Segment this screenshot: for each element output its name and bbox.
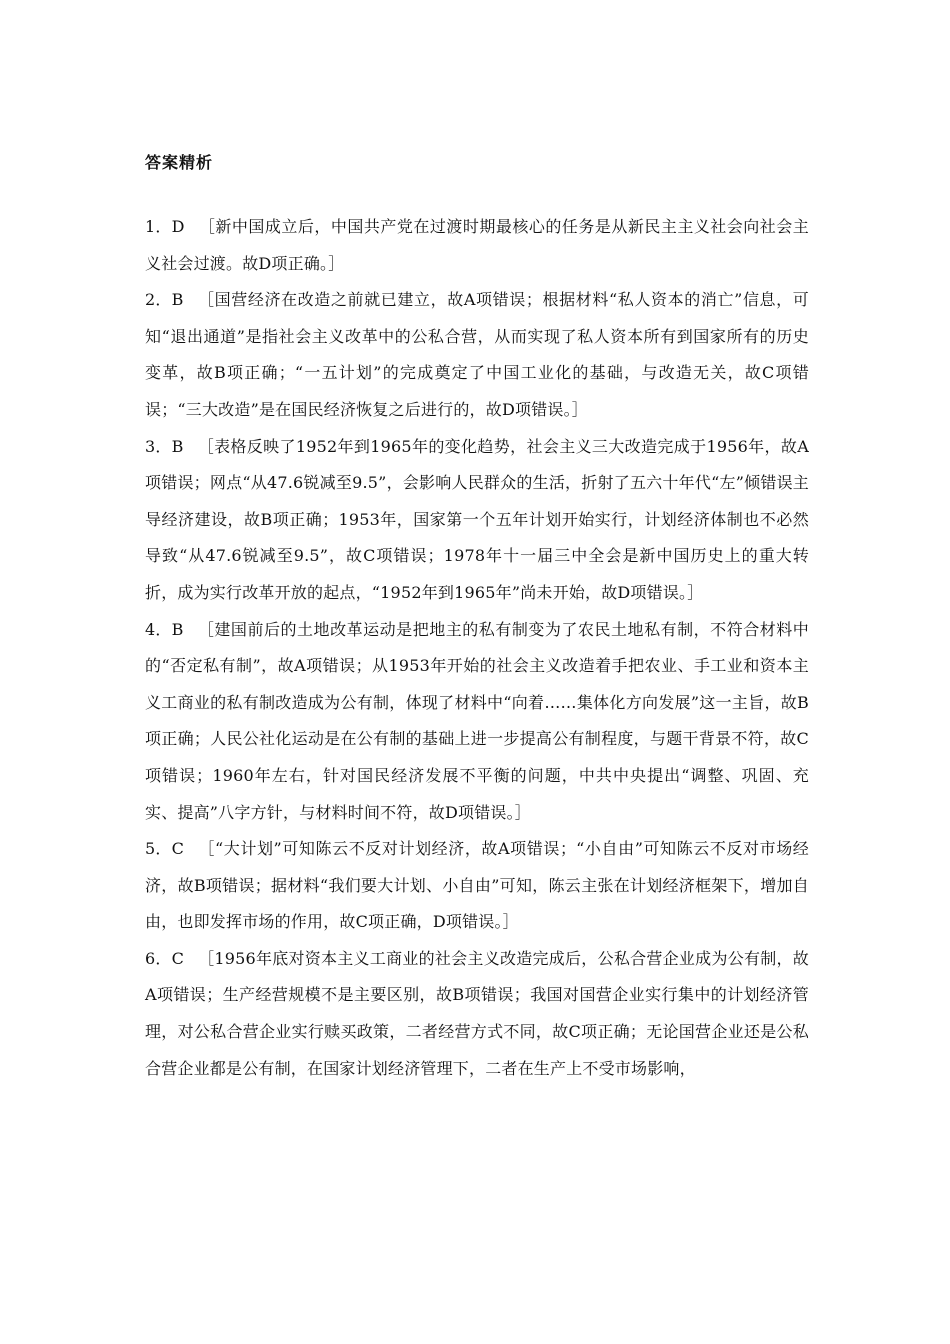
- answer-list: [145, 209, 809, 1087]
- answer-number: 6．C: [145, 948, 185, 968]
- answer-item-6: [145, 941, 809, 1087]
- answer-analysis-heading: 答案精析: [145, 153, 214, 172]
- answer-number: 3．B: [145, 436, 184, 456]
- answer-number: 2．B: [145, 290, 184, 310]
- answer-number: 5．C: [145, 839, 185, 859]
- answer-number: 4．B: [145, 619, 184, 639]
- answer-number: 1．D: [145, 217, 185, 236]
- answer-item-4: [145, 612, 809, 832]
- answer-item-2: [145, 282, 809, 428]
- answer-item-5: [145, 831, 809, 941]
- answer-explanation: ［建国前后的土地改革运动是把地主的私有制变为了农民土地私有制，不符合材料中的“否定私有制”，故A项错误；从1953年开始的社会主义改造着手把农业、手工业和资本主义工商业的私有制改造成为公有制，体现了材料中“向着……集体化方向发展”这一主旨，故B项正确；人民公社化运动是在公有制的基础上进一步提高公有制程度，与题干背景不符，故C项错误；1960年左右，针对国民经济发展不平衡的问题，中共中央提出“调整、巩固、充实、提高”八字方针，与材料时间不符，故D项错误。］: [145, 619, 809, 822]
- answer-explanation: ［1956年底对资本主义工商业的社会主义改造完成后，公私合营企业成为公有制，故A项错误；生产经营规模不是主要区别，故B项错误；我国对国营企业实行集中的计划经济管理，对公私合营企业实行赎买政策，二者经营方式不同，故C项正确；无论国营企业还是公私合营企业都是公有制，在国家计划经济管理下，二者在生产上不受市场影响，: [145, 948, 809, 1078]
- answer-explanation: ［“大计划”可知陈云不反对计划经济，故A项错误；“小自由”可知陈云不反对市场经济，故B项错误；据材料“我们要大计划、小自由”可知，陈云主张在计划经济框架下，增加自由，也即发挥市场的作用，故C项正确，D项错误。］: [145, 839, 809, 932]
- answer-item-1: [145, 209, 809, 282]
- answer-explanation: ［表格反映了1952年到1965年的变化趋势，社会主义三大改造完成于1956年，故A项错误；网点“从47.6锐减至9.5”，会影响人民群众的生活，折射了五六十年代“左”倾错误主导经济建设，故B项正确；1953年，国家第一个五年计划开始实行，计划经济体制也不必然导致“从47.6锐减至9.5”，故C项错误；1978年十一届三中全会是新中国历史上的重大转折，成为实行改革开放的起点，“1952年到1965年”尚未开始，故D项错误。］: [145, 436, 809, 602]
- answer-explanation: ［新中国成立后，中国共产党在过渡时期最核心的任务是从新民主主义社会向社会主义社会过渡。故D项正确。］: [145, 217, 809, 273]
- answer-explanation: ［国营经济在改造之前就已建立，故A项错误；根据材料“私人资本的消亡”信息，可知“退出通道”是指社会主义改革中的公私合营，从而实现了私人资本所有到国家所有的历史变革，故B项正确；“一五计划”的完成奠定了中国工业化的基础，与改造无关，故C项错误；“三大改造”是在国民经济恢复之后进行的，故D项错误。］: [145, 290, 809, 419]
- answer-item-3: [145, 429, 809, 612]
